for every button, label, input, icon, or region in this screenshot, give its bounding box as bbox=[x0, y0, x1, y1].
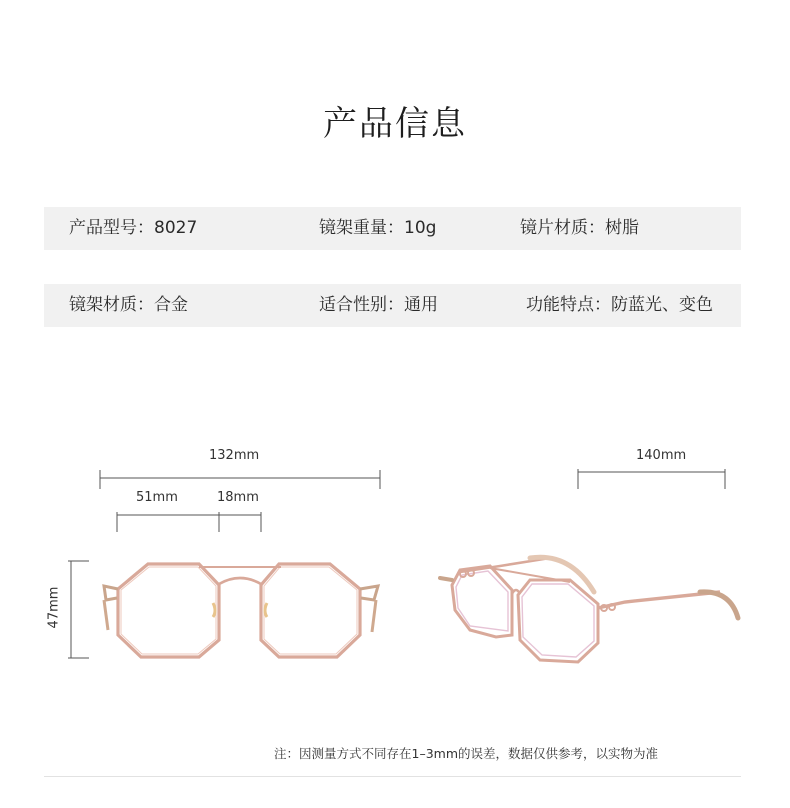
side-far-temple-tip bbox=[530, 557, 594, 592]
left-temple bbox=[104, 600, 108, 630]
left-nose-pad bbox=[213, 603, 215, 617]
side-end-piece bbox=[440, 578, 452, 580]
side-bridge bbox=[512, 590, 520, 594]
right-temple-hinge bbox=[360, 586, 378, 600]
spec-gender-label: 适合性别： bbox=[319, 295, 404, 315]
dim-lens-height-label: 47mm bbox=[46, 586, 62, 629]
glasses-front-view bbox=[104, 564, 378, 657]
measurement-note: 注：因测量方式不同存在1–3mm的误差，数据仅供参考，以实物为准 bbox=[274, 746, 659, 761]
glasses-side-view bbox=[440, 557, 738, 662]
side-right-lens-tint bbox=[522, 584, 594, 657]
side-hinge-ornament-3 bbox=[460, 571, 466, 577]
left-lens-frame bbox=[118, 564, 219, 657]
page-title: 产品信息 bbox=[323, 104, 467, 144]
dim-total-width-label: 132mm bbox=[209, 448, 260, 463]
right-lens-frame bbox=[261, 564, 360, 657]
left-lens-inner bbox=[121, 567, 216, 654]
spec-model-value: 8027 bbox=[154, 218, 198, 238]
side-hinge-ornament-2 bbox=[609, 604, 615, 610]
spec-features-value: 防蓝光、变色 bbox=[611, 295, 713, 315]
left-temple-hinge bbox=[104, 586, 118, 600]
right-lens-inner bbox=[264, 567, 357, 654]
dim-bridge-width-label: 18mm bbox=[217, 490, 259, 505]
spec-frame-weight-value: 10g bbox=[404, 218, 437, 238]
spec-lens-material-label: 镜片材质： bbox=[520, 218, 605, 238]
spec-gender-value: 通用 bbox=[404, 295, 438, 315]
spec-frame-material-value: 合金 bbox=[154, 295, 188, 315]
side-near-temple-tip bbox=[700, 592, 738, 618]
bridge bbox=[219, 578, 261, 584]
spec-frame-material-label: 镜架材质： bbox=[69, 295, 154, 315]
note-divider bbox=[44, 776, 741, 777]
right-temple bbox=[372, 600, 376, 632]
dim-temple-length-label: 140mm bbox=[636, 448, 687, 463]
right-nose-pad bbox=[265, 603, 267, 617]
side-right-lens-frame bbox=[518, 580, 598, 662]
dim-lens-width-label: 51mm bbox=[136, 490, 178, 505]
spec-features-label: 功能特点： bbox=[526, 295, 611, 315]
spec-frame-weight-label: 镜架重量： bbox=[319, 218, 404, 238]
spec-lens-material-value: 树脂 bbox=[605, 218, 639, 238]
spec-model-label: 产品型号： bbox=[69, 218, 154, 238]
